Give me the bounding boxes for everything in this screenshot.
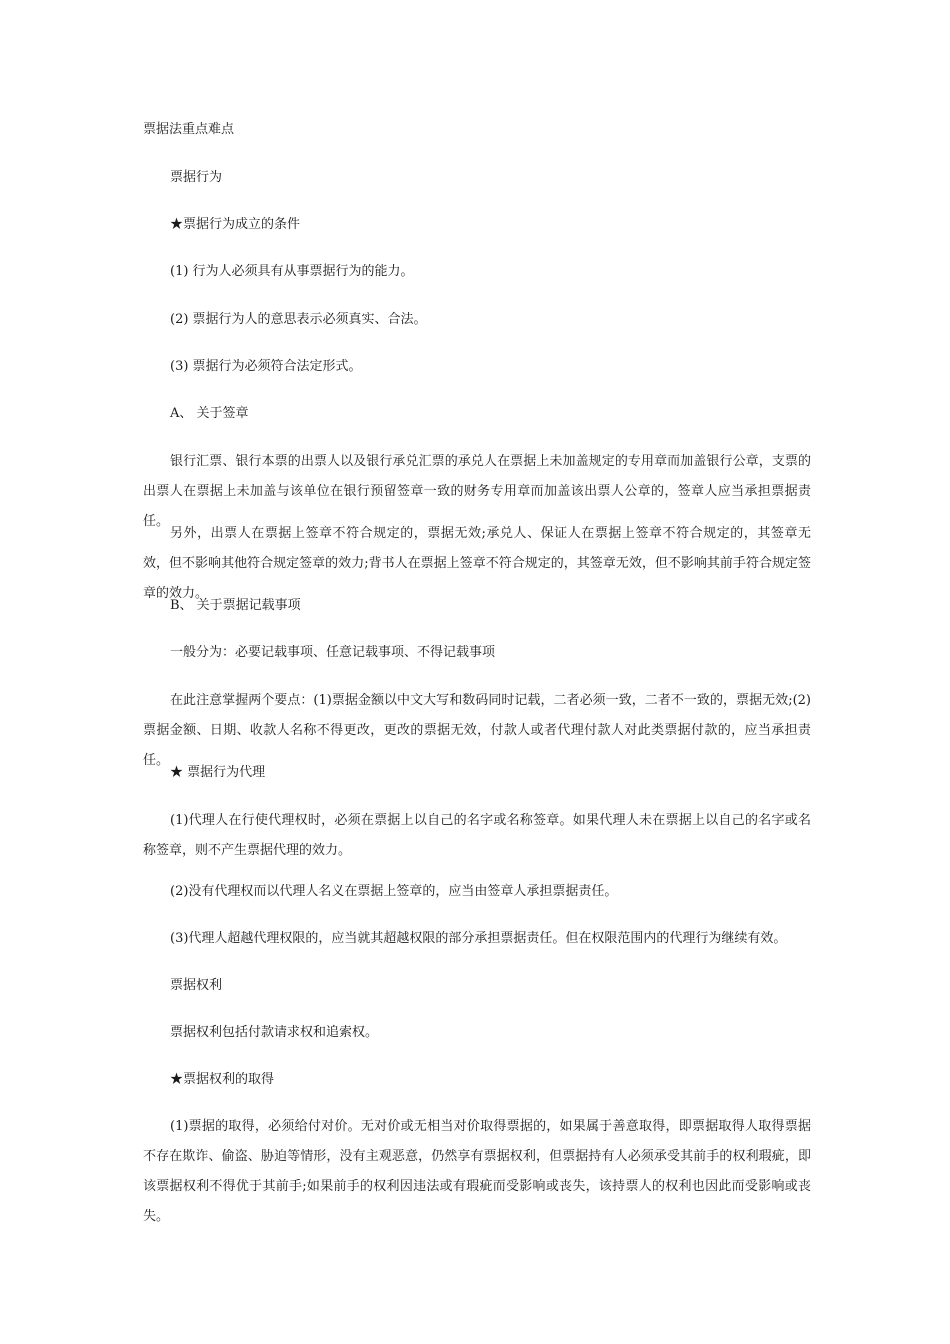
acquire-heading: ★票据权利的取得: [170, 1072, 275, 1087]
condition-item-3: (3) 票据行为必须符合法定形式。: [170, 359, 362, 374]
subsection-heading-b: B、 关于票据记载事项: [170, 598, 301, 613]
conditions-heading: ★票据行为成立的条件: [170, 217, 301, 232]
paragraph-record-categories: 一般分为：必要记载事项、任意记载事项、不得记载事项: [170, 645, 496, 660]
condition-item-2: (2) 票据行为人的意思表示必须真实、合法。: [170, 312, 427, 327]
subsection-heading-a: A、 关于签章: [170, 406, 249, 421]
paragraph-signature-2: 另外，出票人在票据上签章不符合规定的，票据无效;承兑人、保证人在票据上签章不符合规定的，其签章无效，但不影响其他符合规定签章的效力;背书人在票据上签章不符合规定的，其签章无效，但不影响其前手符合规定签章的效力。: [143, 526, 811, 601]
section-heading-rights: 票据权利: [170, 978, 223, 993]
agency-heading: ★ 票据行为代理: [170, 765, 266, 780]
agency-item-2: (2)没有代理权而以代理人名义在票据上签章的，应当由签章人承担票据责任。: [170, 884, 618, 899]
agency-item-3: (3)代理人超越代理权限的，应当就其超越权限的部分承担票据责任。但在权限范围内的代理行为继续有效。: [170, 931, 787, 946]
agency-item-1: (1)代理人在行使代理权时，必须在票据上以自己的名字或名称签章。如果代理人未在票据上以自己的名字或名称签章，则不产生票据代理的效力。: [143, 813, 811, 858]
section-heading-instrument-acts: 票据行为: [170, 170, 223, 185]
paragraph-signature-1: 银行汇票、银行本票的出票人以及银行承兑汇票的承兑人在票据上未加盖规定的专用章而加盖银行公章，支票的出票人在票据上未加盖与该单位在银行预留签章一致的财务专用章而加盖该出票人公章的，签章人应当承担票据责任。: [143, 454, 811, 529]
condition-item-1: (1) 行为人必须具有从事票据行为的能力。: [170, 264, 414, 279]
acquire-item-1: (1)票据的取得，必须给付对价。无对价或无相当对价取得票据的，如果属于善意取得，即票据取得人取得票据不存在欺诈、偷盗、胁迫等情形，没有主观恶意，仍然享有票据权利，但票据持有人必须承受其前手的权利瑕疵，即该票据权利不得优于其前手;如果前手的权利因违法或有瑕疵而受影响或丧失，该持票人的权利也因此而受影响或丧失。: [143, 1119, 811, 1224]
paragraph-record-key-points: 在此注意掌握两个要点：(1)票据金额以中文大写和数码同时记载，二者必须一致，二者不一致的，票据无效;(2)票据金额、日期、收款人名称不得更改，更改的票据无效，付款人或者代理付款人对此类票据付款的，应当承担责任。: [143, 693, 811, 768]
document-title: 票据法重点难点: [143, 122, 235, 137]
rights-intro: 票据权利包括付款请求权和追索权。: [170, 1025, 379, 1040]
